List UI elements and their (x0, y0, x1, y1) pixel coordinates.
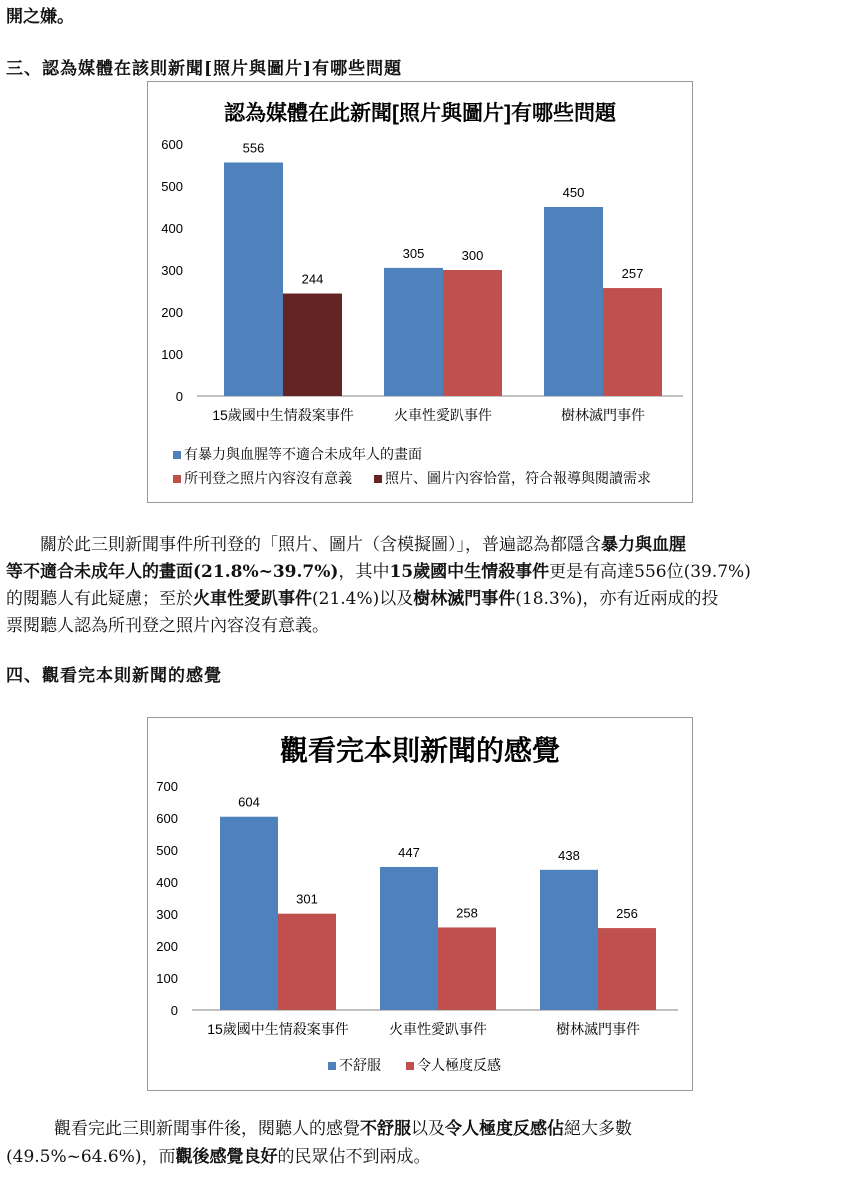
p1-text: 的閱聽人有此疑慮；至於 (6, 589, 193, 609)
data-label: 447 (398, 844, 420, 860)
x-tick-label: 火車性愛趴事件 (389, 1021, 487, 1037)
chart-media-problems-svg (148, 82, 692, 502)
data-label: 244 (301, 271, 324, 287)
paragraph-2-line-2 (6, 1145, 431, 1169)
bar-blue (220, 817, 278, 1010)
y-tick-label: 100 (161, 347, 183, 362)
p1-emph: 等不適合未成年人的畫面 (6, 562, 193, 582)
bar-blue (380, 867, 438, 1010)
x-tick-label: 15歲國中生情殺案事件 (212, 407, 354, 423)
y-tick-label: 500 (156, 843, 178, 858)
y-tick-label: 600 (161, 137, 183, 152)
data-label: 604 (238, 794, 260, 810)
y-tick-label: 200 (161, 305, 183, 320)
y-tick-label: 0 (175, 389, 183, 404)
p1-emph: 樹林滅門事件 (413, 589, 516, 609)
p1-emph: 15歲國中生情殺事件 (389, 562, 550, 582)
bar-red (278, 914, 336, 1010)
legend-swatch (406, 1062, 414, 1070)
bar-red (443, 270, 502, 396)
bar-red (438, 927, 496, 1010)
legend-swatch (374, 475, 382, 483)
p1-text: ，其中 (338, 562, 390, 582)
y-tick-label: 300 (156, 907, 178, 922)
x-tick-label: 樹林滅門事件 (556, 1021, 640, 1037)
p2-emph: 令人極度反感佔 (445, 1119, 564, 1139)
p2-text: (49.5%~64.6%)，而 (6, 1147, 176, 1167)
y-tick-label: 500 (161, 179, 183, 194)
p1-text: 關於此三則新聞事件所刊登的「照片、圖片（含模擬圖）」，普遍認為都隱含 (40, 535, 601, 555)
data-label: 556 (242, 140, 265, 156)
p2-text: 絕大多數 (564, 1119, 632, 1139)
p1-text: (21.4%)以及 (312, 589, 414, 609)
p1-emph: 暴力與血腥 (601, 535, 686, 555)
paragraph-1-line-1 (6, 533, 686, 557)
chart-media-problems (147, 81, 693, 503)
y-tick-label: 200 (156, 939, 178, 954)
top-text-fragment: 開之嫌。 (6, 7, 74, 27)
legend-label: 有暴力與血腥等不適合未成年人的畫面 (184, 446, 422, 462)
legend-swatch (173, 451, 181, 459)
p1-emph: 火車性愛趴事件 (193, 589, 312, 609)
y-tick-label: 700 (156, 779, 178, 794)
p1-text: (18.3%)，亦有近兩成的投 (515, 589, 719, 609)
data-label: 257 (621, 266, 644, 282)
paragraph-1-line-4: 票閱聽人認為所刊登之照片內容沒有意義。 (6, 616, 329, 636)
y-tick-label: 300 (161, 263, 183, 278)
legend-label: 所刊登之照片內容沒有意義 (184, 470, 352, 486)
p1-emph-range: (21.8%~39.7%) (193, 562, 339, 582)
chart-viewing-feeling-svg (148, 718, 692, 1090)
y-tick-label: 0 (170, 1003, 178, 1018)
data-label: 450 (562, 185, 585, 200)
paragraph-1-line-2 (6, 560, 751, 584)
data-label: 438 (558, 847, 580, 863)
x-tick-label: 15歲國中生情殺案事件 (207, 1021, 349, 1037)
y-tick-label: 400 (161, 221, 183, 236)
y-tick-label: 100 (156, 971, 178, 986)
p2-emph: 觀後感覺良好 (175, 1147, 278, 1167)
data-label: 305 (402, 245, 425, 261)
p2-text: 以及 (411, 1119, 445, 1139)
bar-blue (384, 268, 443, 396)
section-heading-4: 四、觀看完本則新聞的感覺 (6, 666, 222, 686)
legend-label: 照片、圖片內容恰當，符合報導與閱讀需求 (385, 470, 651, 486)
legend-label: 不舒服 (339, 1057, 381, 1073)
x-tick-label: 樹林滅門事件 (561, 407, 645, 423)
data-label: 300 (461, 248, 484, 263)
p1-text: 更是有高達556位(39.7%) (549, 562, 751, 582)
x-tick-label: 火車性愛趴事件 (394, 407, 492, 423)
bar-red (283, 294, 342, 396)
bar-red (603, 288, 662, 396)
bar-blue (224, 162, 283, 396)
paragraph-1-line-3 (6, 587, 719, 611)
data-label: 258 (456, 905, 478, 921)
bar-blue (544, 207, 603, 396)
bar-blue (540, 870, 598, 1010)
p2-text: 的民眾佔不到兩成。 (277, 1147, 431, 1167)
section-heading-3: 三、認為媒體在該則新聞[照片與圖片]有哪些問題 (6, 59, 403, 79)
chart-title: 認為媒體在此新聞[照片與圖片]有哪些問題 (224, 102, 616, 125)
p2-text: 觀看完此三則新聞事件後，閱聽人的感覺 (54, 1119, 360, 1139)
legend-swatch (173, 475, 181, 483)
data-label: 301 (296, 891, 318, 907)
legend-swatch (328, 1062, 336, 1070)
chart-title: 觀看完本則新聞的感覺 (279, 735, 561, 766)
data-label: 256 (616, 906, 638, 922)
bar-red (598, 928, 656, 1010)
y-tick-label: 600 (156, 811, 178, 826)
y-tick-label: 400 (156, 875, 178, 890)
legend-label: 令人極度反感 (417, 1057, 501, 1073)
paragraph-2-line-1 (6, 1117, 632, 1141)
chart-viewing-feeling (147, 717, 693, 1091)
p2-emph: 不舒服 (360, 1119, 411, 1139)
